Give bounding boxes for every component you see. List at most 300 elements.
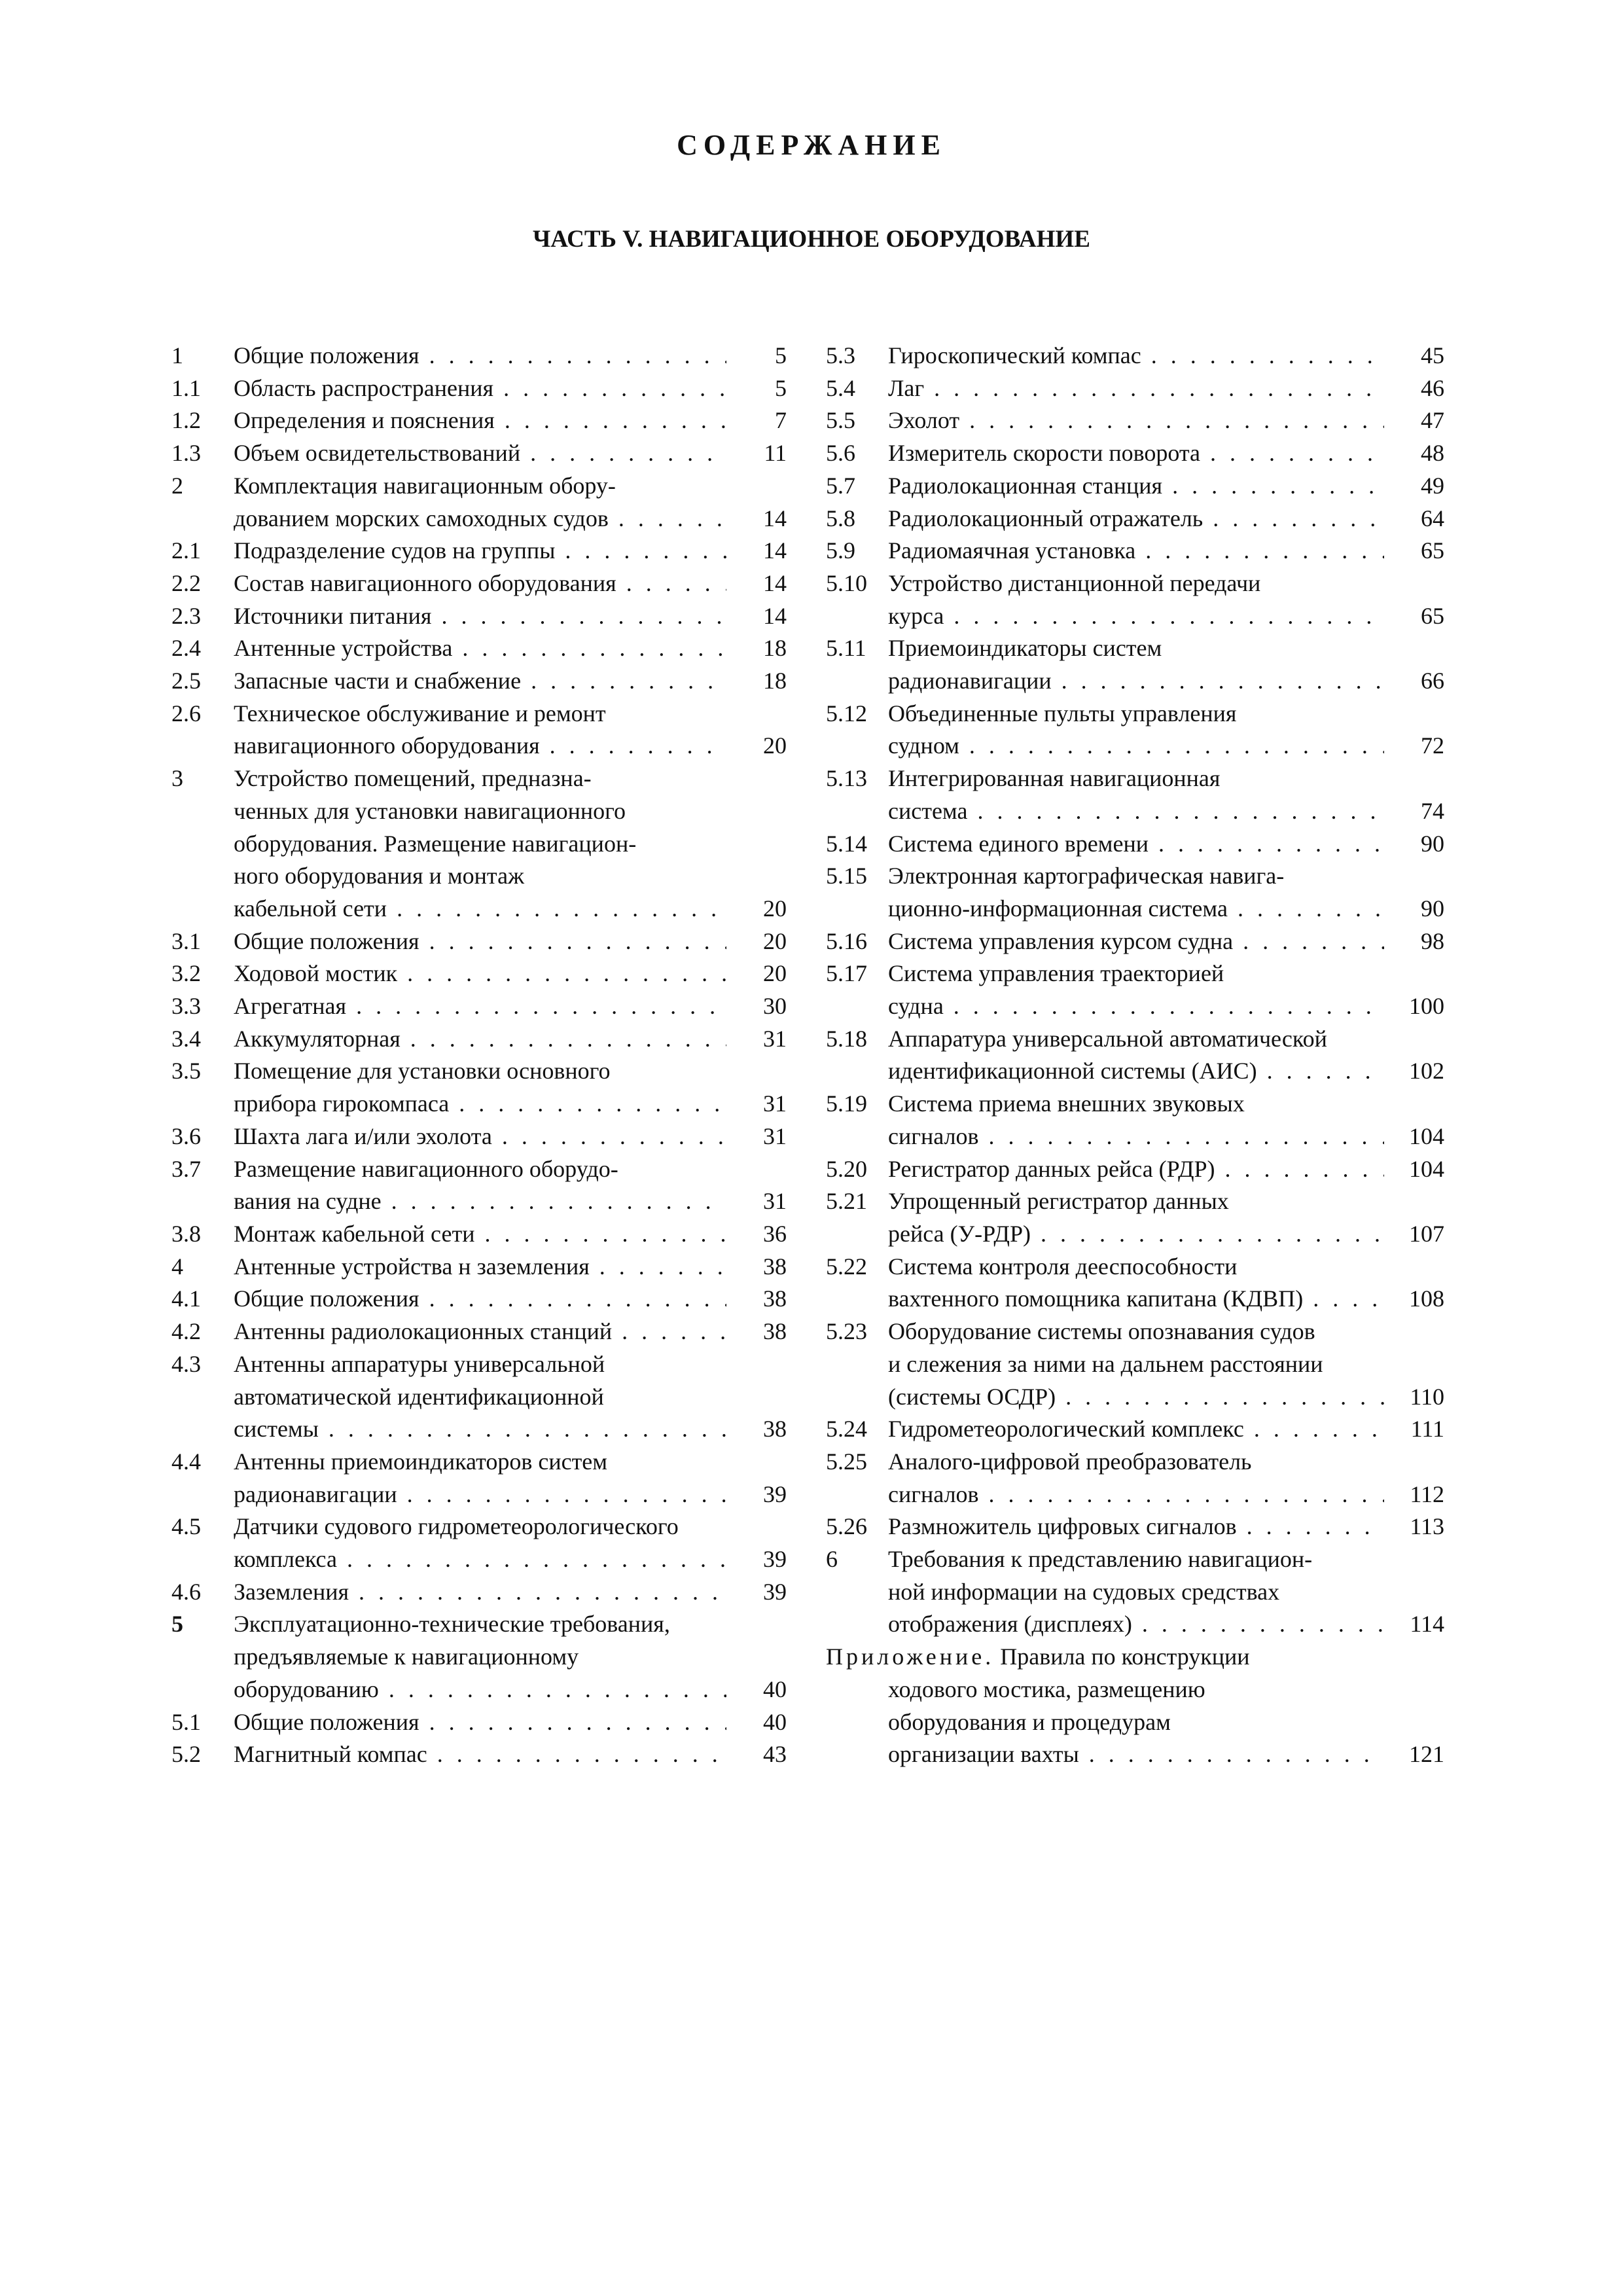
toc-entry-page: 5	[775, 374, 787, 401]
toc-entry-line: Радиолокационный отражатель . . .	[888, 503, 1384, 535]
toc-entry-title	[234, 990, 726, 1023]
toc-entry-title	[888, 567, 1384, 632]
toc-entry	[826, 567, 1444, 632]
toc-entry-page: 5	[775, 342, 787, 368]
toc-entry-number: 2.2	[171, 569, 201, 596]
toc-entry-page: 100	[1409, 993, 1444, 1020]
toc-entry	[826, 925, 1444, 958]
toc-entry	[171, 665, 787, 698]
toc-entry	[826, 535, 1444, 567]
toc-entry-number: 5.6	[826, 440, 855, 467]
appendix-first-line: Правила по конструкции	[1000, 1643, 1250, 1670]
toc-entry	[826, 1446, 1444, 1511]
toc-entry-number: 2.1	[171, 537, 201, 564]
toc-entry-page: 40	[763, 1676, 787, 1702]
toc-entry-page: 30	[763, 993, 787, 1020]
toc-entry	[826, 503, 1444, 535]
toc-entry-number: 4.6	[171, 1578, 201, 1605]
toc-entry-line: Антенны приемоиндикаторов систем	[234, 1448, 608, 1475]
toc-entry-page: 108	[1409, 1285, 1444, 1312]
toc-column-left	[171, 340, 787, 1771]
toc-entry	[171, 925, 787, 958]
toc-entry-number: 4.3	[171, 1350, 201, 1377]
toc-entry-number: 5.25	[826, 1448, 867, 1475]
toc-entry	[826, 1316, 1444, 1413]
toc-entry-page: 48	[1421, 440, 1444, 467]
toc-entry-page: 20	[763, 960, 787, 987]
toc-entry-page: 11	[764, 440, 787, 467]
toc-entry-title	[888, 1185, 1384, 1250]
toc-entry-line: Размножитель цифровых сигналов . . .	[888, 1511, 1384, 1543]
toc-entry-line: Агрегатная . . .	[234, 990, 726, 1023]
toc-entry-page: 14	[763, 537, 787, 564]
toc-entry	[171, 1511, 787, 1575]
toc-entry-line: Размещение навигационного оборудо-	[234, 1155, 618, 1182]
toc-entry-title	[234, 1055, 726, 1120]
toc-entry-number: 4.1	[171, 1285, 201, 1312]
toc-entry-line: дованием морских самоходных судов . . .	[234, 503, 726, 535]
toc-entry-line: Ходовой мостик . . .	[234, 958, 726, 990]
toc-entry	[171, 958, 787, 990]
toc-entry-title	[888, 632, 1384, 697]
toc-entry-number: 5.5	[826, 407, 855, 434]
toc-entry	[171, 1023, 787, 1056]
toc-entry	[171, 470, 787, 535]
toc-entry-title	[234, 600, 726, 633]
toc-entry	[171, 1316, 787, 1348]
toc-entry-page: 40	[763, 1708, 787, 1735]
toc-entry-line: Аппаратура универсальной автоматической	[888, 1025, 1327, 1052]
toc-entry-line: Магнитный компас . . .	[234, 1738, 726, 1771]
page-title: СОДЕРЖАНИЕ	[677, 129, 946, 161]
toc-entry-line: Объединенные пульты управления	[888, 700, 1237, 726]
toc-entry-line: Запасные части и снабжение . . .	[234, 665, 726, 698]
toc-entry-line: сигналов . . .	[888, 1121, 1384, 1153]
toc-entry-line: ченных для установки навигационного	[234, 797, 626, 824]
toc-entry	[826, 1185, 1444, 1250]
toc-entry-number: 3.3	[171, 993, 201, 1020]
toc-entry-title	[888, 404, 1384, 437]
toc-entry-line: системы . . .	[234, 1413, 726, 1446]
toc-entry-line: Гидрометеорологический комплекс . . .	[888, 1413, 1384, 1446]
toc-entry-line: кабельной сети . . .	[234, 893, 726, 925]
toc-entry-line: Состав навигационного оборудования . . .	[234, 567, 726, 600]
toc-entry-line: Система управления курсом судна . . .	[888, 925, 1384, 958]
toc-entry-page: 20	[763, 732, 787, 759]
toc-entry-page: 90	[1421, 895, 1444, 922]
toc-entry-number: 5.23	[826, 1318, 867, 1345]
toc-entry-page: 14	[763, 569, 787, 596]
toc-entry-line: навигационного оборудования . . .	[234, 730, 726, 762]
toc-entry-number: 5.1	[171, 1708, 201, 1735]
toc-entry-number: 5.4	[826, 374, 855, 401]
toc-entry	[171, 1706, 787, 1739]
toc-entry-line: Определения и пояснения . . .	[234, 404, 726, 437]
toc-entry-line: Датчики судового гидрометеорологического	[234, 1513, 679, 1540]
toc-entry-number: 3.7	[171, 1155, 201, 1182]
toc-entry	[171, 1251, 787, 1283]
toc-entry-title	[234, 340, 726, 372]
toc-entry-number: 5.21	[826, 1188, 867, 1215]
toc-entry-page: 31	[763, 1188, 787, 1215]
toc-entry-number: 5.12	[826, 700, 867, 726]
toc-entry	[171, 1576, 787, 1609]
toc-entry-title	[888, 1511, 1384, 1543]
toc-entry-title	[888, 958, 1384, 1022]
toc-entry-number: 2.3	[171, 602, 201, 629]
toc-entry-line: отображения (дисплеях) . . .	[888, 1608, 1384, 1641]
toc-entry	[826, 860, 1444, 925]
toc-entry-title	[888, 698, 1384, 762]
toc-entry-line: система . . .	[888, 795, 1384, 828]
toc-entry-number: 5.24	[826, 1416, 867, 1443]
toc-entry-line: Техническое обслуживание и ремонт	[234, 700, 606, 726]
toc-entry-number: 4	[171, 1253, 183, 1280]
toc-entry-page: 43	[763, 1741, 787, 1768]
toc-entry-number: 6	[826, 1546, 838, 1573]
toc-entry-title	[234, 1738, 726, 1771]
toc-entry-line: Электронная картографическая навига-	[888, 863, 1285, 889]
toc-entry-title	[234, 567, 726, 600]
toc-entry-line: Оборудование системы опознавания судов	[888, 1318, 1315, 1345]
toc-entry-number: 4.2	[171, 1318, 201, 1345]
toc-entry-number: 5.2	[171, 1741, 201, 1768]
toc-entry-line: Аналого-цифровой преобразователь	[888, 1448, 1252, 1475]
toc-entry-title	[888, 437, 1384, 470]
toc-entry-page: 31	[763, 1122, 787, 1149]
toc-entry-line: Радиолокационная станция . . .	[888, 470, 1384, 503]
toc-entry	[826, 404, 1444, 437]
toc-entry-title	[234, 1576, 726, 1609]
toc-entry-line: Антенные устройства . . .	[234, 632, 726, 665]
toc-entry-title	[234, 665, 726, 698]
toc-entry-page: 38	[763, 1285, 787, 1312]
toc-entry-line: Система контроля дееспособности	[888, 1253, 1238, 1280]
toc-entry-line: Общие положения . . .	[234, 925, 726, 958]
toc-entry-number: 4.4	[171, 1448, 201, 1475]
toc-entry-number: 5.16	[826, 927, 867, 954]
toc-entry-number: 3.4	[171, 1025, 201, 1052]
toc-entry-title	[888, 1543, 1384, 1641]
toc-entry-line: ной информации на судовых средствах	[888, 1578, 1280, 1605]
toc-entry-page: 18	[763, 635, 787, 662]
toc-entry-line: Интегрированная навигационная	[888, 765, 1221, 792]
toc-entry	[826, 1413, 1444, 1446]
appendix-lead	[826, 1641, 1444, 1674]
toc-entry-page: 38	[763, 1318, 787, 1345]
toc-entry-number: 3	[171, 765, 183, 792]
toc-entry-title	[888, 860, 1384, 925]
toc-entry	[826, 1023, 1444, 1088]
toc-entry-page: 72	[1421, 732, 1444, 759]
toc-entry-line: Общие положения . . .	[234, 340, 726, 372]
toc-entry	[171, 1738, 787, 1771]
toc-entry-title	[234, 1023, 726, 1056]
toc-entry-line: Антенны аппаратуры универсальной	[234, 1350, 605, 1377]
toc-entry-number: 5.19	[826, 1090, 867, 1117]
toc-entry-title	[234, 1153, 726, 1218]
toc-entry-title	[234, 372, 726, 405]
toc-entry-title	[888, 1088, 1384, 1153]
toc-entry	[826, 1543, 1444, 1641]
toc-entry-title	[234, 1511, 726, 1575]
toc-entry-line: Комплектация навигационным обору-	[234, 472, 616, 499]
toc-entry-line: Эксплуатационно-технические требования,	[234, 1611, 670, 1638]
toc-entry-page: 38	[763, 1416, 787, 1443]
toc-entry-page: 46	[1421, 374, 1444, 401]
toc-entry-title	[888, 925, 1384, 958]
toc-entry	[826, 762, 1444, 827]
toc-entry-line: сигналов . . .	[888, 1479, 1384, 1511]
toc-entry	[171, 1283, 787, 1316]
toc-entry-line: Антенные устройства н заземления . . .	[234, 1251, 726, 1283]
toc-entry-page: 65	[1421, 602, 1444, 629]
toc-entry-page: 38	[763, 1253, 787, 1280]
toc-entry-line: Шахта лага и/или эхолота . . .	[234, 1121, 726, 1153]
toc-entry-number: 5.10	[826, 569, 867, 596]
toc-entry-number: 5.3	[826, 342, 855, 368]
toc-entry-title	[888, 762, 1384, 827]
toc-entry-line: Эхолот . . .	[888, 404, 1384, 437]
toc-entry	[171, 698, 787, 762]
toc-entry-line: Объем освидетельствований . . .	[234, 437, 726, 470]
toc-entry-title	[888, 1446, 1384, 1511]
toc-entry-line: Антенны радиолокационных станций . . .	[234, 1316, 726, 1348]
toc-entry-page: 113	[1410, 1513, 1444, 1540]
toc-entry-page: 31	[763, 1025, 787, 1052]
toc-entry-line: вахтенного помощника капитана (КДВП) . . .	[888, 1283, 1384, 1316]
toc-entry-line: радионавигации . . .	[234, 1479, 726, 1511]
toc-entry	[826, 372, 1444, 405]
toc-entry-title	[888, 1153, 1384, 1186]
toc-entry-title	[234, 1348, 726, 1446]
toc-entry-title	[888, 1251, 1384, 1316]
toc-entry-title	[234, 1706, 726, 1739]
toc-entry-title	[234, 1218, 726, 1251]
toc-entry-line: Монтаж кабельной сети . . .	[234, 1218, 726, 1251]
toc-entry-line: Система управления траекторией	[888, 960, 1224, 987]
toc-entry-page: 104	[1409, 1122, 1444, 1149]
toc-entry-title	[234, 535, 726, 567]
toc-column-right	[826, 340, 1444, 1771]
toc-entry-number: 4.5	[171, 1513, 201, 1540]
appendix-line: организации вахты . . .	[888, 1738, 1384, 1771]
toc-entry-title	[888, 503, 1384, 535]
appendix-page: 121	[1409, 1741, 1444, 1768]
toc-entry-number: 2.6	[171, 700, 201, 726]
toc-entry-title	[888, 340, 1384, 372]
toc-entry-number: 5.26	[826, 1513, 867, 1540]
toc-entry-line: Регистратор данных рейса (РДР) . . .	[888, 1153, 1384, 1186]
toc-entry-title	[234, 470, 726, 535]
toc-entry-number: 1.2	[171, 407, 201, 434]
toc-entry-page: 39	[763, 1546, 787, 1573]
toc-entry-line: Требования к представлению навигацион-	[888, 1546, 1313, 1573]
toc-entry	[826, 437, 1444, 470]
toc-entry-line: ционно-информационная система . . .	[888, 893, 1384, 925]
toc-entry-line: прибора гирокомпаса . . .	[234, 1088, 726, 1121]
toc-entry-line: и слежения за ними на дальнем расстоянии	[888, 1350, 1323, 1377]
toc-entry	[171, 372, 787, 405]
toc-entry-line: оборудования. Размещение навигацион-	[234, 830, 637, 857]
toc-entry-page: 104	[1409, 1155, 1444, 1182]
toc-entry-line: Гироскопический компас . . .	[888, 340, 1384, 372]
toc-entry	[171, 600, 787, 633]
toc-entry-number: 3.5	[171, 1058, 201, 1085]
toc-entry	[826, 698, 1444, 762]
toc-entry-number: 5.22	[826, 1253, 867, 1280]
toc-entry-line: Упрощенный регистратор данных	[888, 1188, 1229, 1215]
toc-entry-title	[234, 1121, 726, 1153]
toc-entry-page: 39	[763, 1480, 787, 1507]
toc-entry-page: 107	[1409, 1220, 1444, 1247]
toc-entry-number: 5.15	[826, 863, 867, 889]
toc-entry-number: 5.20	[826, 1155, 867, 1182]
toc-entry	[171, 990, 787, 1023]
toc-appendix	[826, 1641, 1444, 1771]
toc-entry-line: Источники питания . . .	[234, 600, 726, 633]
toc-entry-title	[234, 437, 726, 470]
toc-entry	[826, 632, 1444, 697]
toc-entry-page: 90	[1421, 830, 1444, 857]
toc-entry-page: 64	[1421, 505, 1444, 531]
toc-entry-page: 47	[1421, 407, 1444, 434]
toc-entry-page: 7	[775, 407, 787, 434]
toc-entry-page: 14	[763, 505, 787, 531]
toc-entry	[171, 404, 787, 437]
toc-entry-line: комплекса . . .	[234, 1543, 726, 1576]
toc-entry	[826, 1511, 1444, 1543]
toc-entry-line: Лаг . . .	[888, 372, 1384, 405]
toc-entry-line: Помещение для установки основного	[234, 1058, 611, 1085]
toc-entry	[171, 632, 787, 665]
toc-entry-title	[234, 1316, 726, 1348]
toc-entry-number: 5.9	[826, 537, 855, 564]
toc-entry	[826, 1251, 1444, 1316]
toc-entry-number: 5.14	[826, 830, 867, 857]
toc-entry-line: Аккумуляторная . . .	[234, 1023, 726, 1056]
toc-entry-title	[234, 1251, 726, 1283]
toc-entry-number: 1.3	[171, 440, 201, 467]
toc-entry-number: 3.6	[171, 1122, 201, 1149]
toc-entry-line: (системы ОСДР) . . .	[888, 1381, 1384, 1414]
toc-entry-line: рейса (У-РДР) . . .	[888, 1218, 1384, 1251]
toc-entry-page: 18	[763, 668, 787, 694]
toc-entry-page: 31	[763, 1090, 787, 1117]
toc-entry	[826, 828, 1444, 861]
toc-entry-page: 111	[1410, 1416, 1444, 1443]
toc-entry-title	[234, 1283, 726, 1316]
toc-entry	[171, 437, 787, 470]
toc-entry-page: 36	[763, 1220, 787, 1247]
toc-entry-line: радионавигации . . .	[888, 665, 1384, 698]
toc-entry-title	[888, 1316, 1384, 1413]
part-heading: ЧАСТЬ V. НАВИГАЦИОННОЕ ОБОРУДОВАНИЕ	[533, 226, 1090, 253]
appendix-line: оборудования и процедурам	[888, 1708, 1171, 1735]
appendix-line: ходового мостика, размещению	[888, 1676, 1205, 1702]
toc-entry-number: 5.17	[826, 960, 867, 987]
toc-entry	[826, 470, 1444, 503]
toc-entry-line: идентификационной системы (АИС) . . .	[888, 1055, 1384, 1088]
toc-entry	[171, 1446, 787, 1511]
toc-entry-number: 5.7	[826, 472, 855, 499]
toc-entry-line: судна . . .	[888, 990, 1384, 1023]
toc-entry	[171, 1608, 787, 1706]
toc-entry-line: Система единого времени . . .	[888, 828, 1384, 861]
toc-entry-page: 112	[1410, 1480, 1444, 1507]
toc-entry-number: 2	[171, 472, 183, 499]
toc-entry-title	[234, 1446, 726, 1511]
toc-entry-line: Область распространения . . .	[234, 372, 726, 405]
toc-entry-title	[888, 372, 1384, 405]
toc-entry-line: оборудованию . . .	[234, 1674, 726, 1706]
toc-entry	[171, 762, 787, 925]
toc-entry-title	[888, 828, 1384, 861]
toc-entry-title	[234, 958, 726, 990]
toc-entry-line: Радиомаячная установка . . .	[888, 535, 1384, 567]
toc-entry-number: 3.2	[171, 960, 201, 987]
toc-entry-line: Приемоиндикаторы систем	[888, 635, 1162, 662]
toc-entry-number: 2.4	[171, 635, 201, 662]
toc-entry-number: 1.1	[171, 374, 201, 401]
toc-entry	[171, 1348, 787, 1446]
toc-entry	[171, 1218, 787, 1251]
toc-entry-page: 45	[1421, 342, 1444, 368]
toc-entry-title	[888, 1023, 1384, 1088]
toc-entry-number: 2.5	[171, 668, 201, 694]
toc-entry-title	[234, 762, 726, 925]
toc-entry-page: 66	[1421, 668, 1444, 694]
toc-entry-line: предъявляемые к навигационному	[234, 1643, 579, 1670]
toc-entry-title	[888, 535, 1384, 567]
toc-entry-line: автоматической идентификационной	[234, 1383, 604, 1410]
toc-entry	[826, 958, 1444, 1022]
toc-entry-number: 3.1	[171, 927, 201, 954]
toc-entry-page: 110	[1410, 1383, 1444, 1410]
toc-entry-page: 20	[763, 895, 787, 922]
toc-entry-line: Система приема внешних звуковых	[888, 1090, 1245, 1117]
toc-entry-number: 5.18	[826, 1025, 867, 1052]
toc-entry-page: 20	[763, 927, 787, 954]
toc-entry-page: 98	[1421, 927, 1444, 954]
toc-entry-line: судном . . .	[888, 730, 1384, 762]
toc-entry-title	[888, 470, 1384, 503]
toc-entry-number: 1	[171, 342, 183, 368]
toc-entry	[171, 567, 787, 600]
toc-entry-page: 114	[1410, 1611, 1444, 1638]
toc-entry	[826, 1153, 1444, 1186]
toc-entry-title	[234, 925, 726, 958]
toc-entry-line: Общие положения . . .	[234, 1283, 726, 1316]
appendix-title	[888, 1674, 1384, 1771]
toc-entry-number: 5.8	[826, 505, 855, 531]
toc-entry-page: 49	[1421, 472, 1444, 499]
toc-entry-line: Общие положения . . .	[234, 1706, 726, 1739]
toc-entry-page: 14	[763, 602, 787, 629]
toc-entries-right	[826, 340, 1444, 1641]
toc-entry	[171, 535, 787, 567]
toc-entry	[826, 340, 1444, 372]
toc-entry-title	[888, 1413, 1384, 1446]
toc-entry-line: курса . . .	[888, 600, 1384, 633]
toc-entry-page: 74	[1421, 797, 1444, 824]
toc-entry-line: ного оборудования и монтаж	[234, 863, 524, 889]
toc-entry-line: Устройство дистанционной передачи	[888, 569, 1261, 596]
toc-entry-line: Подразделение судов на группы . . .	[234, 535, 726, 567]
toc-entry-number: 3.8	[171, 1220, 201, 1247]
toc-entry-number: 5.13	[826, 765, 867, 792]
toc-entry	[171, 1153, 787, 1218]
